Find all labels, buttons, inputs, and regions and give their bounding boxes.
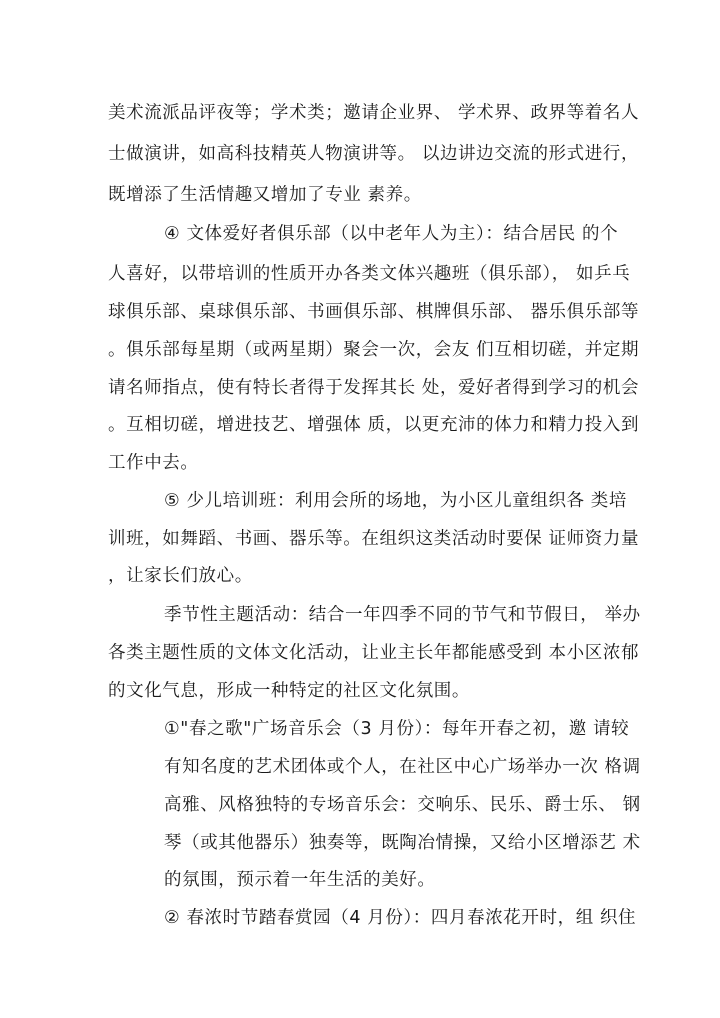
text-line: 高雅、风格独特的专场音乐会：交响乐、民乐、爵士乐、 钢 [164, 795, 641, 815]
text-line: 的氛围，预示着一年生活的美好。 [164, 870, 436, 890]
text-line: 季节性主题活动：结合一年四季不同的节气和节假日， 举办 [164, 605, 641, 625]
text-line: ，让家长们放心。 [108, 566, 253, 586]
text-line: ④ 文体爱好者俱乐部（以中老年人为主）：结合居民 的个 [164, 224, 619, 244]
text-line: 既增添了生活情趣又增加了专业 素养。 [108, 185, 422, 205]
text-line: 有知名度的艺术团体或个人，在社区中心广场举办一次 格调 [164, 757, 641, 777]
text-line: 士做演讲，如高科技精英人物演讲等。 以边讲边交流的形式进行， [108, 144, 640, 164]
text-line: 美术流派品评夜等；学术类；邀请企业界、 学术界、政界等着名人 [108, 103, 640, 123]
text-line: ② 春浓时节踏春赏园（4 月份）：四月春浓花开时，组 织住 [164, 908, 637, 928]
text-line: 的文化气息，形成一种特定的社区文化氛围。 [108, 681, 470, 701]
text-line: ⑤ 少儿培训班：利用会所的场地，为小区儿童组织各 类培 [164, 491, 628, 511]
text-line: 训班，如舞蹈、书画、器乐等。在组织这类活动时要保 证师资力量 [108, 529, 640, 549]
text-line: ①"春之歌"广场音乐会（3 月份）：每年开春之初，邀 请较 [164, 719, 630, 739]
text-line: 人喜好，以带培训的性质开办各类文体兴趣班（俱乐部）， 如乒乓 [108, 264, 631, 284]
text-line: 请名师指点，使有特长者得于发挥其长 处，爱好者得到学习的机会 [108, 378, 640, 398]
text-line: 各类主题性质的文体文化活动，让业主长年都能感受到 本小区浓郁 [108, 643, 640, 663]
text-line: 琴（或其他器乐）独奏等，既陶冶情操，又给小区增添艺 术 [164, 833, 641, 853]
text-line: 球俱乐部、桌球俱乐部、书画俱乐部、棋牌俱乐部、 器乐俱乐部等 [108, 302, 640, 322]
text-line: 工作中去。 [108, 453, 199, 473]
text-line: 。互相切磋，增进技艺、增强体 质，以更充沛的体力和精力投入到 [108, 415, 640, 435]
text-line: 。俱乐部每星期（或两星期）聚会一次，会友 们互相切磋，并定期 [108, 340, 640, 360]
